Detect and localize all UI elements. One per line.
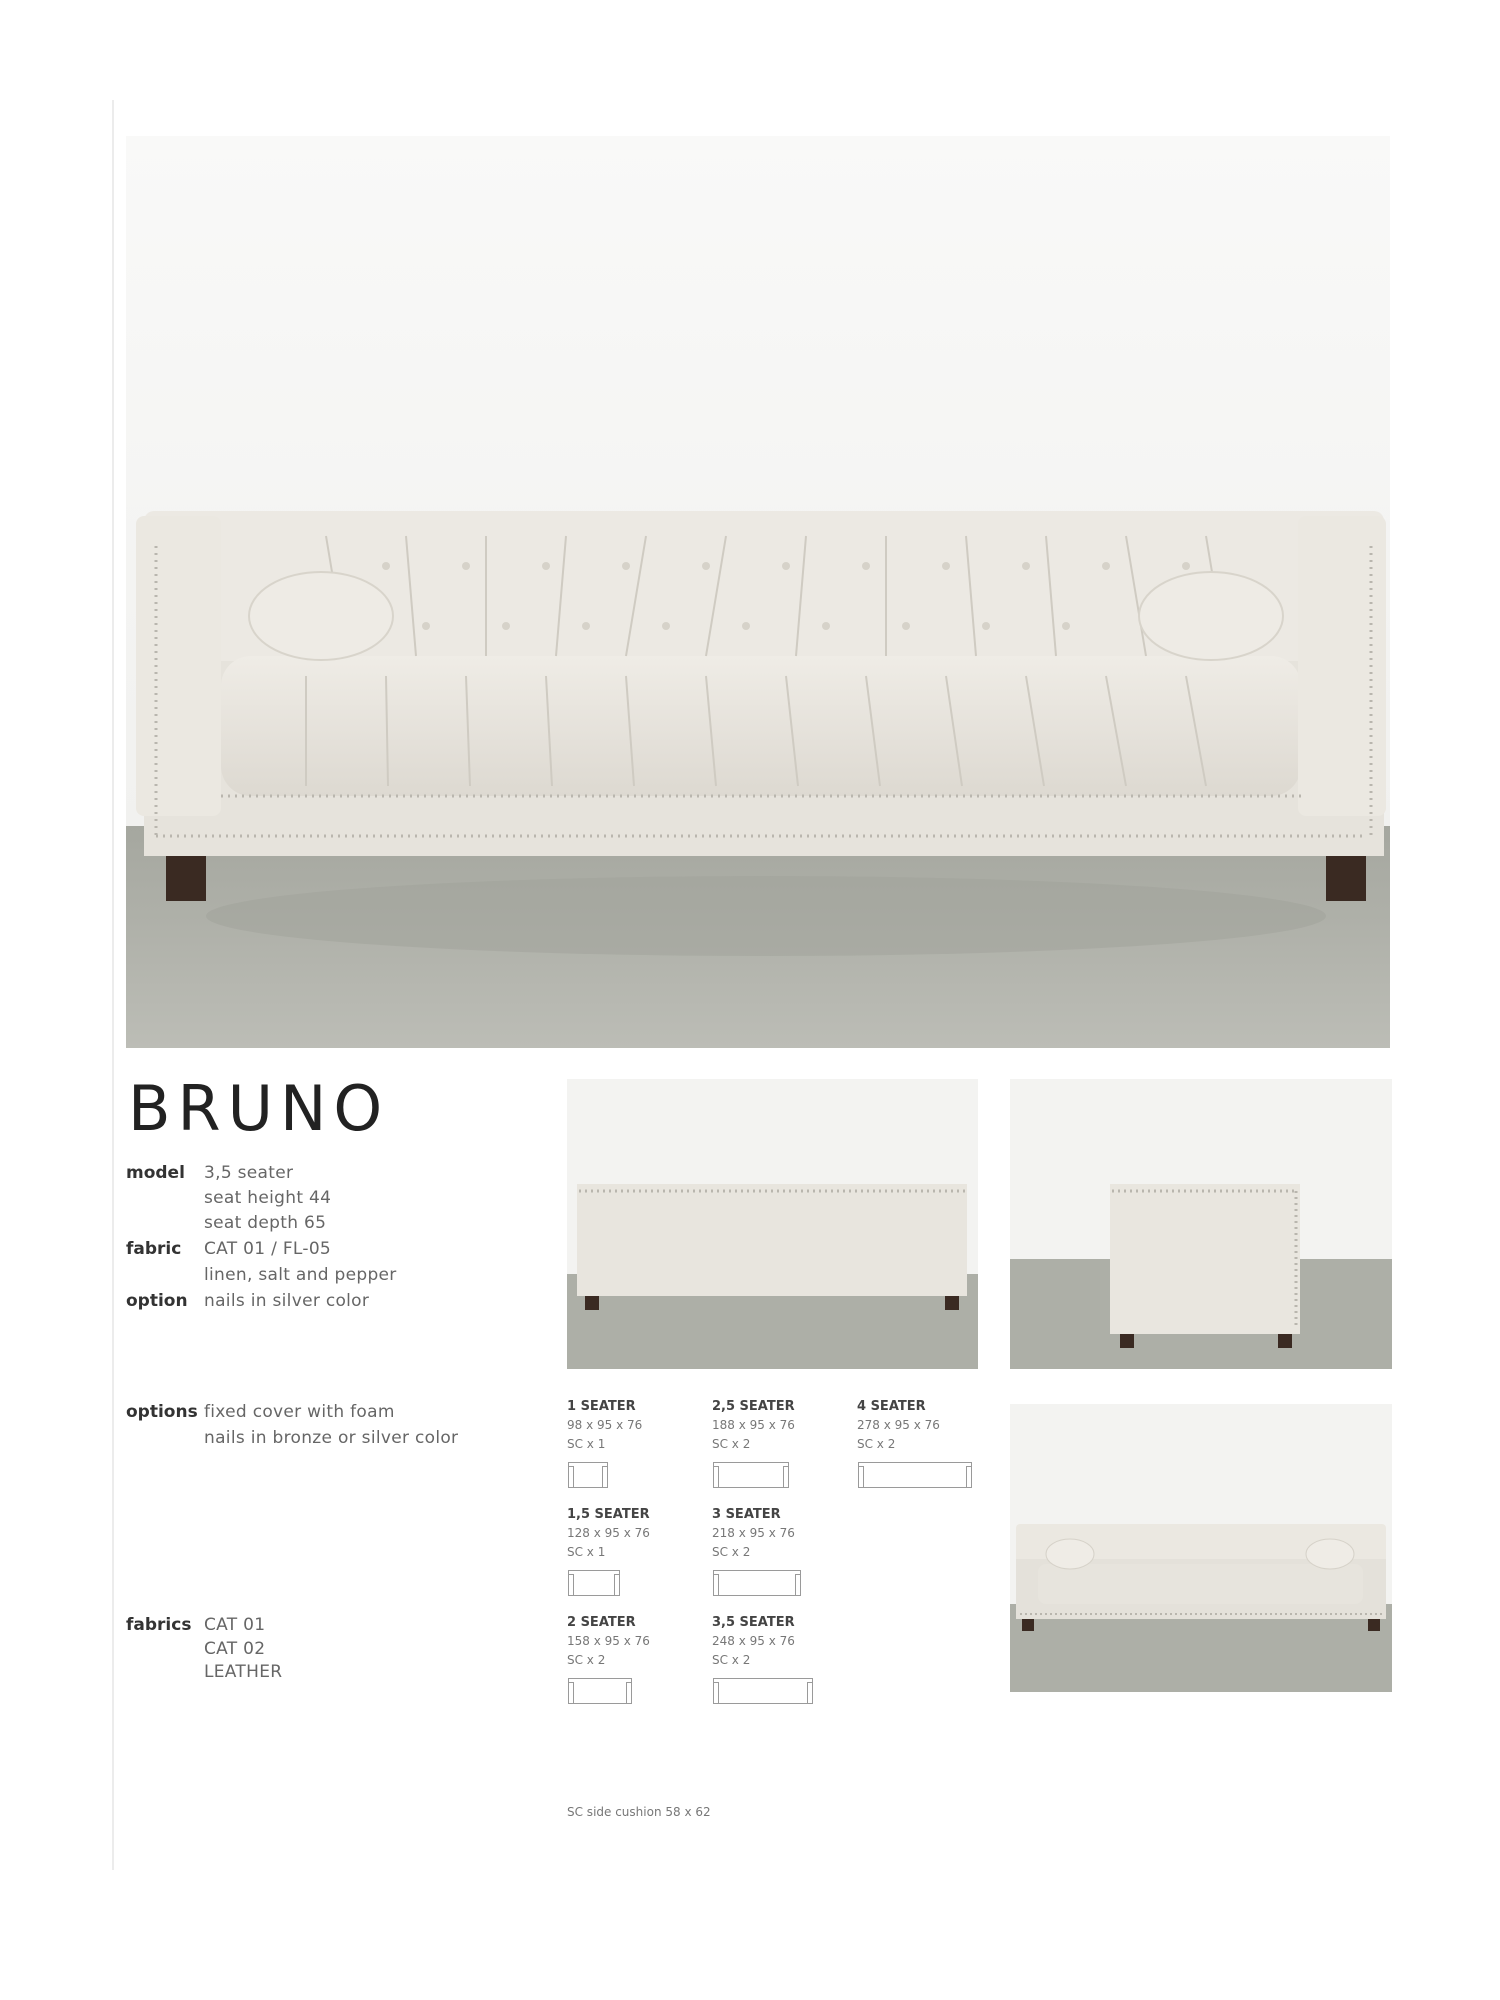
sofa-outline-icon — [713, 1678, 813, 1704]
size-1-seater — [567, 1398, 642, 1454]
size-side-cushion: SC x 2 — [857, 1437, 896, 1451]
sofa-outline-icon — [568, 1678, 632, 1704]
spec-fabric-desc: linen, salt and pepper — [204, 1265, 397, 1285]
size-side-cushion: SC x 2 — [712, 1653, 751, 1667]
spec-seat-depth: seat depth 65 — [204, 1213, 327, 1233]
spec-fabrics-1: CAT 01 — [204, 1615, 266, 1635]
sofa-outline-icon — [568, 1462, 608, 1488]
spec-model-value: 3,5 seater — [204, 1163, 294, 1183]
size-2-seater — [567, 1614, 650, 1670]
size-name: 2 SEATER — [567, 1615, 636, 1630]
spec-model-label: model — [126, 1163, 185, 1183]
spec-options-value-2: nails in bronze or silver color — [204, 1428, 459, 1448]
size-name: 1 SEATER — [567, 1399, 636, 1414]
size-dims: 218 x 95 x 76 — [712, 1526, 795, 1540]
size-dims: 128 x 95 x 76 — [567, 1526, 650, 1540]
side-view-photo — [1010, 1079, 1392, 1369]
back-view-photo — [567, 1079, 978, 1369]
spec-seat-height: seat height 44 — [204, 1188, 332, 1208]
spec-fabrics-3: LEATHER — [204, 1662, 283, 1682]
size-side-cushion: SC x 2 — [567, 1653, 606, 1667]
size-dims: 158 x 95 x 76 — [567, 1634, 650, 1648]
spec-option-label: option — [126, 1291, 188, 1311]
size-dims: 98 x 95 x 76 — [567, 1418, 643, 1432]
spec-options-value-1: fixed cover with foam — [204, 1402, 395, 1422]
size-side-cushion: SC x 2 — [712, 1545, 751, 1559]
size-side-cushion: SC x 1 — [567, 1437, 606, 1451]
spec-fabric-label: fabric — [126, 1239, 182, 1259]
size-side-cushion: SC x 2 — [712, 1437, 751, 1451]
size-3-seater — [712, 1506, 795, 1562]
size-side-cushion: SC x 1 — [567, 1545, 606, 1559]
sofa-outline-icon — [858, 1462, 972, 1488]
size-dims: 188 x 95 x 76 — [712, 1418, 795, 1432]
size-name: 2,5 SEATER — [712, 1399, 795, 1414]
product-title: BRUNO — [128, 1072, 390, 1145]
size-dims: 248 x 95 x 76 — [712, 1634, 795, 1648]
sofa-outline-icon — [713, 1570, 801, 1596]
hero-sofa-photo — [126, 136, 1390, 1048]
size-name: 3,5 SEATER — [712, 1615, 795, 1630]
size-4-seater — [857, 1398, 940, 1454]
size-2-5-seater — [712, 1398, 795, 1454]
spec-fabrics-2: CAT 02 — [204, 1639, 266, 1659]
sofa-outline-icon — [713, 1462, 789, 1488]
size-3-5-seater — [712, 1614, 795, 1670]
front-view-photo — [1010, 1404, 1392, 1692]
spec-option-value: nails in silver color — [204, 1291, 370, 1311]
size-1-5-seater — [567, 1506, 650, 1562]
size-name: 4 SEATER — [857, 1399, 926, 1414]
footnote: SC side cushion 58 x 62 — [567, 1805, 711, 1819]
spec-fabrics-label: fabrics — [126, 1615, 192, 1635]
spec-fabric-value: CAT 01 / FL-05 — [204, 1239, 332, 1259]
page-edge — [112, 100, 114, 1870]
spec-options-label: options — [126, 1402, 198, 1422]
size-name: 3 SEATER — [712, 1507, 781, 1522]
size-dims: 278 x 95 x 76 — [857, 1418, 940, 1432]
size-name: 1,5 SEATER — [567, 1507, 650, 1522]
sofa-outline-icon — [568, 1570, 620, 1596]
